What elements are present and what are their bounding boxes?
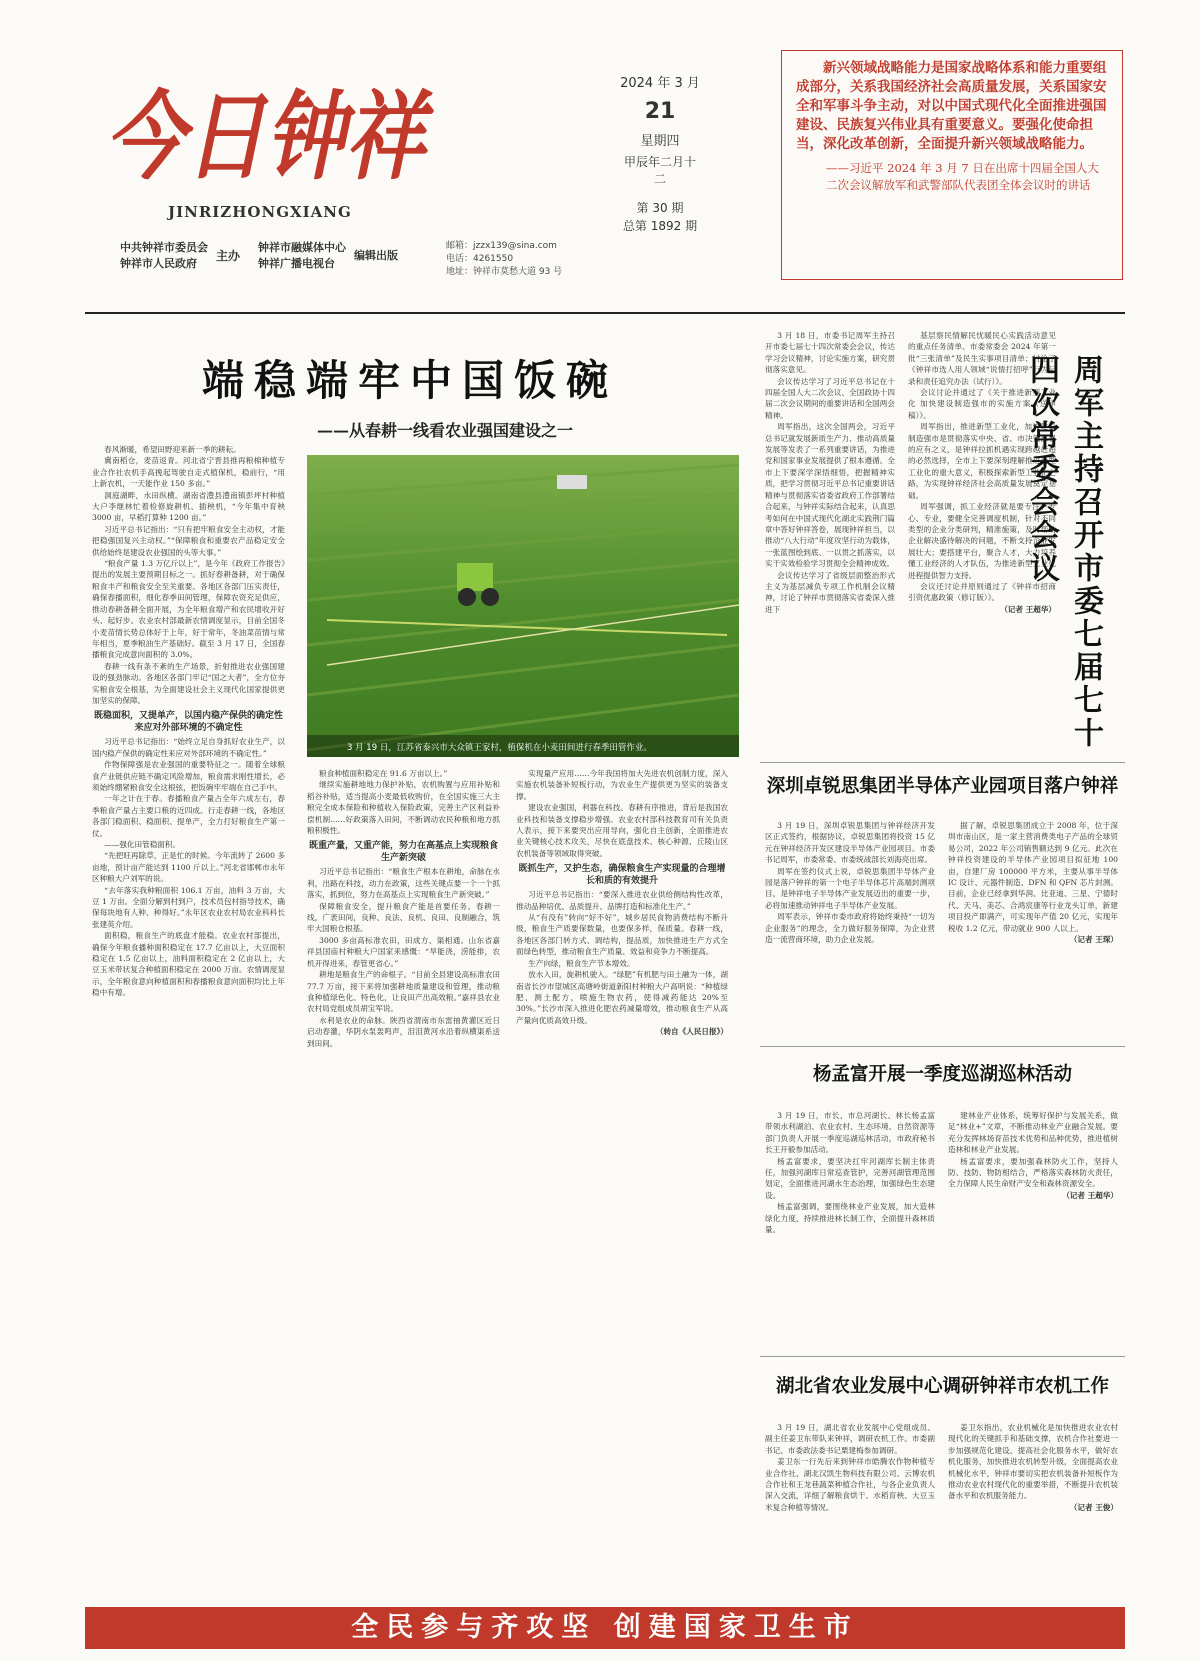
sprayer-icon: [557, 475, 587, 489]
paragraph: 会议传达学习了省级层面整治形式主义为基层减负专项工作机制会议精神，讨论了钟祥市贯彻落实省委深入推进下: [765, 570, 895, 614]
paragraph: 会议传达学习了习近平总书记在十四届全国人大二次会议、全国政协十四届二次会议期间的重要讲话和全国两会精神。: [765, 376, 895, 420]
col1-subheading: 既稳面积，又提单产，以国内稳产保供的确定性来应对外部环境的不确定性: [93, 711, 283, 734]
issue-number: [620, 199, 700, 235]
main-column-1: [92, 444, 285, 1599]
hubei-paragraphs-b: [948, 1422, 1118, 1502]
masthead-logo-text: 今日钟祥: [105, 80, 435, 193]
paragraph: 会议讨论并通过了《关于推进新型工业化 加快建设制造强市的实施方案（送审稿）》。: [908, 388, 1056, 420]
paragraph: 3 月 19 日，深圳卓锐思集团与钟祥经济开发区正式签约，根据协议，卓锐思集团将投资 15 亿元在钟祥经济开发区建设半导体产业园项目。市委书记周军，市委常委、市委统战部长刘海亮出席。: [765, 821, 935, 865]
zhou-paragraphs-a: [765, 330, 895, 615]
footer-slogan-banner: 全民参与齐攻坚 创建国家卫生市: [85, 1607, 1125, 1649]
paragraph: 保障粮食安全，提升粮食产能是首要任务。春耕一线，广袤田间，良种、良法、良机、良田、良制融合，筑牢大国粮仓根基。: [307, 901, 500, 934]
zhou-byline: （记者 王超华）: [1000, 604, 1056, 614]
main-column-2: [307, 768, 500, 1598]
col2-subheading: 既重产量，又重产能，努力在高基点上实现粮食生产新突破: [308, 841, 498, 864]
publisher-role: 编辑出版: [354, 249, 399, 262]
masthead-pinyin: JINRIZHONGXIANG: [168, 203, 352, 221]
paragraph: 生产向绿，粮食生产节本增效。: [528, 958, 635, 968]
main-article-byline: （转自《人民日报》）: [655, 1027, 728, 1037]
paragraph: 姜卫东一行先后来到钟祥市皓腾农作物种植专业合作社、湖北汉凯生物科技有限公司、云博农机合作社和王龙巷蔬菜种植合作社，与各企业负责人深入交流，详细了解粮食烘干、水稻育秧、大豆玉米复合种植等情况。: [765, 1457, 935, 1512]
paragraph: 周军强调，抓工业经济就是要专注、专心、专业，要健全完善调度机制，针对不同类型的企业分类研判，精准施策，及时帮助企业解决盛待解决的问题，不断支持企业发展壮大；要搭建平台，聚合人才，大力培养懂工业经济的人才队伍，为推进新型工业化进程提供智力支持。: [908, 502, 1056, 580]
zhuorui-paragraphs-a: [765, 820, 935, 945]
paragraph: 从“有没有”转向“好不好”，城乡居民食物消费结构不断升级，粮食生产质要保数量，也要保多样，保质量。春耕一线，各地区各部门转方式、调结构，提品质，加快推进生产方式全面绿色转型，推动粮食生产质量、效益和竞争力不断提高。: [516, 913, 728, 957]
paragraph: 周军指出，推进新型工业化，加快建设制造强市是贯彻落实中央、省、市决策部署的应有之义，是钟祥拉抓机遇实现跨越赶超的必然选择，全市上下要深刻理解推进新型工业化的重大意义，积极探索新型工业化之路，为实现钟祥经济社会高质量发展奠定基础。: [908, 422, 1056, 500]
wheat-field-image: [307, 455, 739, 757]
sponsor-1: 中共钟祥市委员会: [120, 241, 208, 254]
zhou-headline: 周军主持召开市委七届七十四次常委会会议: [1024, 354, 1103, 750]
sponsor-2: 钟祥市人民政府: [120, 257, 197, 270]
paragraph: 姜卫东指出，农业机械化是加快推进农业农村现代化的关键抓手和基础支撑，农机合作社要进一步加强规范化建设，提高社会化服务水平，做好农机化服务，加快推进农机转型升级，全面提高农业机械化水平，钟祥市要切实把农机装备补短板作为推动农业农村现代化的重要举措，不断提升农机装备水平和农机服务能力。: [948, 1423, 1118, 1501]
col2-paragraphs: [307, 768, 500, 836]
contact-block: [446, 240, 562, 279]
contact-email: 邮箱：jzzx139@sina.com: [446, 241, 557, 251]
date-lunar: 甲辰年二月十二: [623, 155, 696, 186]
main-photo: [307, 455, 739, 757]
paragraph: 习近平总书记指出：“要深入推进农业供给侧结构性改革，推动品种培优、品质提升、品牌打造和标准化生产。”: [516, 890, 728, 911]
quote-source: ——习近平 2024 年 3 月 7 日在出席十四届全国人大二次会议解放军和武警部队代表团全体会议时的讲话: [826, 161, 1099, 192]
divider-2: [760, 1046, 1125, 1047]
col3-paragraphs: [516, 768, 728, 859]
paragraph: 冀南稻仓，麦苗返青。河北省宁晋县推再粮棉种植专业合作社农机手高挽起驾驶自走式植保机，稳前行，“用上新农机，一天能作业 150 多亩。”: [92, 456, 285, 489]
paragraph: 3 月 19 日，市长、市总河湖长、林长杨孟富带领水利湖泊、农业农村、生态环境、自然资源等部门负责人开展一季度巡湖巡林活动，市政府秘书长王开毅参加活动。: [765, 1111, 935, 1155]
paragraph: 春耕一线有条不紊的生产场景，折射推进农业强国建设的强劲脉动。各地区各部门牢记“国之大者”，全方位夯实粮食安全根基，为全面建设社会主义现代化国家提供更加坚实的保障。: [92, 661, 285, 705]
col1-paragraphs: [92, 444, 285, 706]
publisher-2: 钟祥广播电视台: [258, 257, 336, 270]
zhou-column-a: [765, 330, 895, 750]
photo-caption: 3 月 19 日，江苏省泰兴市大众镇王家村，植保机在小麦田间进行春季田管作业。: [347, 743, 652, 753]
paragraph: 耕地是粮食生产的命根子。“目前全县建设高标准农田 77.7 万亩，接下来将加强耕地质量建设和管理，推动粮食种植绿色化、特色化，让良田产出高效粮。”嘉祥县农业农村局党组成员胡宝军说。: [307, 970, 500, 1014]
paragraph: 会议还讨论并原则通过了《钟祥市招商引资优惠政策（修订版）》。: [908, 581, 1056, 603]
zhuorui-headline: 深圳卓锐思集团半导体产业园项目落户钟祥: [766, 776, 1119, 797]
paragraph: 一年之计在于春。春播粮食产量占全年六成左右，春季粮食产量占主要口粮的近四成。行走春耕一线，各地区各部门稳面积、稳面积、提单产，全力打好粮食生产第一仗。: [92, 794, 285, 838]
masthead-logo: [105, 58, 435, 198]
date-year-month: 2024 年 3 月: [620, 76, 700, 91]
paragraph: 放水入田，旋耕机驶入。“绿肥”有机肥与田土融为一体，湖南省长沙市望城区高塘岭街道新阳村种粮大户高明说：“种植绿肥，测土配方，喷施生物农药，使得减药能达 20%至 30%。”长沙市深入推进化肥农药减量增效，推动粮食生产从高产量向优质高效升级。: [516, 970, 728, 1025]
col3-subheading: 既抓生产，又护生态，确保粮食生产实现量的合理增长和质的有效提升: [518, 864, 726, 887]
tractor-icon: [457, 563, 493, 591]
paragraph: 杨孟富要求，要加强森林防火工作，坚持人防、技防、物防相结合，严格落实森林防火责任，全力保障人民生命财产安全和森林资源安全。: [948, 1156, 1118, 1189]
date-weekday: 星期四: [640, 134, 680, 149]
paragraph: 建林业产业体系，统筹好保护与发展关系，做足“林业+”文章，不断推动林业产业融合发展。要充分发挥林场育苗技术优势和品种优势，推进植树造林和林业产业发展。: [948, 1111, 1118, 1155]
paragraph: 杨孟富要求，要坚决扛牢河湖库长制主体责任，加强河湖库日常巡查管护，完善河湖管理范围划定，全面推进河湖水生态治理，加强绿色生态建设。: [765, 1156, 935, 1200]
yang-paragraphs-b: [948, 1110, 1118, 1190]
contact-address: 地址：钟祥市莫愁大道 93 号: [446, 267, 563, 277]
paragraph: “先把旺再除草，正是忙的时候。今年流转了 2600 多亩地，预计亩产能达到 1100 斤以上。”河北省邯郸市永年区种粮大户刘军的说。: [92, 851, 285, 884]
hubei-column-b: [948, 1422, 1118, 1598]
sponsor-role: 主办: [216, 249, 241, 263]
paragraph: 习近平总书记指出：“只有把牢粮食安全主动权，才能把稳强国复兴主动权。”“保障粮食和重要农产品稳定安全供给始终是建设农业强国的头等大事。”: [92, 524, 285, 557]
issue: 第 30 期: [636, 201, 684, 215]
paragraph: 3 月 18 日，市委书记周军主持召开市委七届七十四次常委会会议，传达学习会议精神，讨论实施方案，研究贯彻落实意见。: [765, 331, 895, 375]
contact-phone: 电话：4261550: [446, 254, 514, 264]
date-day: 21: [644, 99, 676, 124]
quote-box: [781, 50, 1123, 280]
date-box: [620, 72, 700, 235]
col2b-paragraphs: [307, 866, 500, 1049]
paragraph: 习近平总书记指出：“始终立足自身抓好农业生产，以国内稳产保供的确定性来应对外部环境的不确定性。”: [92, 737, 285, 758]
hubei-headline: 湖北省农业发展中心调研钟祥市农机工作: [775, 1376, 1109, 1397]
zhuorui-column-b: [948, 820, 1118, 1040]
paragraph: 3000 多亩高标准农田，田成方、渠相通。山东省嘉祥县国庙村种粮大户国家来感慨：“旱能浇，涝能排，农机开得进来，春管更省心。”: [307, 935, 500, 968]
sponsor-block: [120, 240, 398, 272]
yang-column-b: [948, 1110, 1118, 1350]
paragraph: 春风渐暖，希望田野迎来新一季的耕耘。: [104, 445, 241, 454]
yang-byline: （记者 王超华）: [1062, 1190, 1118, 1200]
paragraph: 建设农业强国，利器在科技。春耕有序推进，背后是我国农业科技和装备支撑稳步增强。农业农村部科技教育司有关负责人表示，接下来要突出应用导向，强化自主创新，全面推进农业关键核心技术攻关，尽快在底盘技术、核心种源、丘陵山区农机装备等领域取得突破。: [516, 803, 728, 858]
hubei-paragraphs-a: [765, 1422, 935, 1513]
main-headline: 端稳端牢中国饭碗: [201, 356, 618, 405]
publisher-1: 钟祥市融媒体中心: [258, 241, 347, 254]
paragraph: 作物保障强是农业强国的重要特征之一。随着全球粮食产业链供应链不确定风险增加，粮食需求刚性增长，必须始终绷紧粮食安全这根弦，把饭碗牢牢端在自己手中。: [92, 760, 285, 792]
col3b-paragraphs: [516, 889, 728, 1026]
paragraph: 面积稳，粮食生产的底盘才能稳。农业农村部提出，确保今年粮食播种面积稳定在 17.7 亿亩以上，大豆面积稳定在 1.5 亿亩以上，油料面积稳定在 2 亿亩以上，大豆玉米带状复合种植面积稳定在 2000 万亩。农情调度显示，全年粮食意向种植面积和春播粮食意向面积均比上年稳中有增。: [92, 931, 285, 998]
hubei-byline: （记者 王俊）: [1069, 1502, 1118, 1512]
zhuorui-byline: （记者 王琛）: [1069, 935, 1118, 945]
total-issue: 总第 1892 期: [622, 219, 698, 233]
paragraph: 周军指出，这次全国两会，习近平总书记就发展新质生产力、推动高质量发展等发表了一系列重要讲话，为推进党和国家事业发展提供了根本遵循。全市上下要深学深悟细悟，把握精神实质，把学习贯彻习近平总书记重要讲话精神与贯彻落实省委省政府工作部署结合起来，与钟祥实际结合起来，认真思考如何在中国式现代化湖北实践荆门篇章中答好钟祥答卷，展现钟祥担当，以推动“八大行动”年度攻坚行动为载体，一张蓝图绘到底、一以贯之抓落实，以实干实效检验学习贯彻全会精神成效。: [765, 422, 895, 569]
yang-paragraphs-a: [765, 1110, 935, 1235]
paragraph: 周军在签约仪式上说，卓锐思集团半导体产业园是落户钟祥的第一个电子半导体芯片高端封测项目，是钟祥电子半导体产业发展迈出的重要一步，必将加速推动钟祥电子半导体产业发展。: [765, 866, 935, 910]
col1b-paragraphs: [92, 736, 285, 998]
yang-column-a: [765, 1110, 935, 1350]
zhuorui-column-a: [765, 820, 935, 1040]
zhuorui-paragraphs-b: [948, 820, 1118, 934]
paragraph: 基层察民情解民忧暖民心实践活动意见的重点任务清单、市委常委会 2024 年第一批“三张清单”及民生实事项目清单；讨论了《钟祥市选人用人领域“说情打招呼”行为记录和责任追究办法（试行）》。: [908, 331, 1056, 386]
paragraph: 杨孟富强调，要围绕林业产业发展，加大造林绿化力度，持续推进林长制工作，全面提升森林质量。: [765, 1202, 935, 1235]
main-column-3: [516, 768, 728, 1598]
paragraph: 洞庭湖畔，水田纵横。湖南省澧县澧南镇彭坪村种植大户李继林忙着检修旋耕机、插秧机，“今年集中育秧 3000 亩，早稻打算种 1200 亩。”: [92, 490, 285, 523]
divider-1: [760, 762, 1125, 763]
paragraph: 实现量产应用……今年我国将加大先进农机创制力度，深入实施农机装备补短板行动，为农业生产提供更为坚实的装备支撑。: [516, 769, 728, 801]
paragraph: 周军表示，钟祥市委市政府将始终秉持“一切为企业服务”的理念，全力做好服务保障，为企业营造一流营商环境，助力企业发展。: [765, 912, 935, 945]
hubei-column-a: [765, 1422, 935, 1598]
paragraph: ——强化田管稳面积。: [104, 840, 181, 849]
paragraph: “去年落实我种粮面积 106.1 万亩，油料 3 万亩，大豆 1 万亩。全面分解到村到户，技术员包村指导技术，确保每块地有人种、种得好。”永年区农业农村局农业科科长张建英介绍。: [92, 885, 285, 929]
paragraph: “粮食产量 1.3 万亿斤以上”，是今年《政府工作报告》提出的发展主要预期目标之一。抓好春耕备耕，对于确保粮食丰产和粮食安全至关重要。各地区各部门压实责任，确保春播面积，细化春季田间管理，保障农资充足供应，推动春耕备耕全面开展，为全年粮食增产和农民增收开好头、起好步。农业农村部最新农情调度显示，目前全国冬小麦苗情长势总体好于上年，好于常年，冬油菜苗情与常年相当，夏季粮油生产基础好。截至 3 月 17 日，全国春播粮食完成意向面积的 3.0%。: [92, 559, 285, 660]
paragraph: 粮食种植面积稳定在 91.6 万亩以上。”: [319, 769, 448, 778]
paragraph: 继续实施耕地地力保护补贴，农机购置与应用补贴和稻谷补贴，适当提高小麦最低收购价，在全国实施三大主粮完全成本保险和种植收入保险政策，完善主产区利益补偿机制……好政策落入田间，不断调动农民种粮和地方抓粮积极性。: [307, 780, 500, 836]
paragraph: 3 月 19 日，湖北省农业发展中心党组成员、副主任姜卫东带队来钟祥，调研农机工作。市委副书记、市委政法委书记栗建梅参加调研。: [765, 1423, 935, 1455]
paragraph: 习近平总书记指出：“粮食生产根本在耕地，命脉在水利，出路在科技，动力在政策，这些关键点要一个一个抓落实，抓到位，努力在高基点上实现粮食生产新突破。”: [307, 867, 500, 900]
paragraph: 水利是农业的命脉。陕西省渭南市东雷抽黄灌区近日启动春灌，华阴水泵轰鸣声，泪泪黄河水沿着纵横渠系送到田间。: [307, 1015, 500, 1048]
masthead-divider: [85, 312, 1125, 314]
yang-headline: 杨孟富开展一季度巡湖巡林活动: [812, 1064, 1072, 1085]
divider-3: [760, 1356, 1125, 1357]
main-subhead: ——从春耕一线看农业强国建设之一: [316, 421, 573, 440]
quote-text: 新兴领域战略能力是国家战略体系和能力重要组成部分，关系我国经济社会高质量发展，关系国家安全和军事斗争主动，对以中国式现代化全面推进强国建设、民族复兴伟业具有重要意义。要强化使命担当，深化改革创新，全面提升新兴领域战略能力。: [796, 60, 1107, 152]
paragraph: 据了解，卓锐思集团成立于 2008 年，位于深圳市南山区，是一家主营消费类电子产品的全球贸易公司，2022 年公司销售额达到 9 亿元。此次在钟祥投资建设的半导体产业园项目拟征地 100 亩，自建厂房 100000 平方米，主要从事半导体 IC 设计、元器件制造、DFN 和 QFN 芯片封测。目前，企业已经拿到华润、比亚迪、三星、宁德时代、天马、美芯、合鸿宸康等行业龙头订单，新建项目投产即满产，可实现年产值 20 亿元，实现年税收 1.2 亿元，带动就业 900 人以上。: [948, 821, 1118, 933]
